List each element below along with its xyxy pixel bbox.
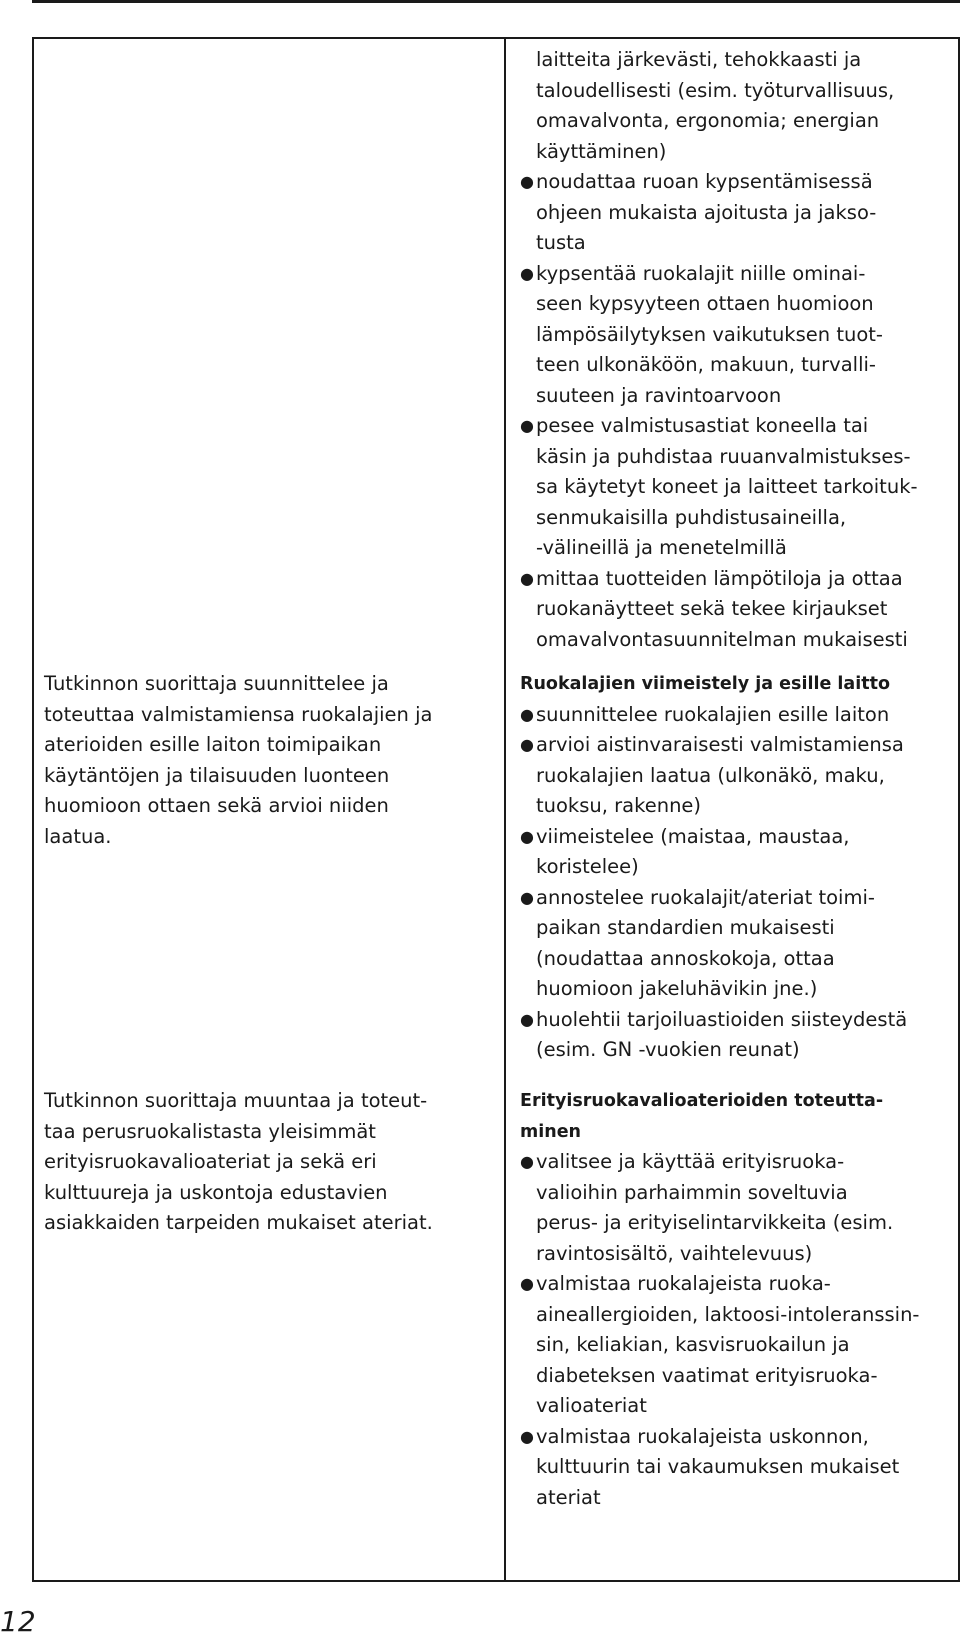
text-line: Tutkinnon suorittaja muuntaa ja toteut- [44, 1089, 428, 1112]
bullet-icon: ● [520, 1274, 534, 1293]
list-item [520, 167, 960, 259]
text-line: senmukaisilla puhdistusaineilla, [536, 505, 847, 529]
text-line: teen ulkonäköön, makuun, turvalli- [536, 353, 876, 376]
text-line: valmistaa ruokalajeista uskonnon, [536, 1424, 869, 1448]
text-line: diabeteksen vaatimat erityisruoka- [536, 1363, 878, 1387]
text-line: valitsee ja käyttää erityisruoka- [536, 1150, 845, 1173]
text-line: kulttuurin tai vakaumuksen mukaiset [536, 1455, 900, 1478]
text-line: noudattaa ruoan kypsentämisessä [536, 170, 873, 193]
text-line: erityisruokavalioateriat ja sekä eri [44, 1150, 377, 1173]
text-line: viimeistelee (maistaa, maustaa, [536, 824, 850, 848]
text-line: tusta [536, 231, 586, 254]
text-line: pesee valmistusastiat koneella tai [536, 414, 869, 437]
text-line: -välineillä ja menetelmillä [536, 536, 787, 559]
text-line: kypsentää ruokalajit niille ominai- [536, 261, 866, 285]
list-item [520, 259, 960, 412]
text-line: asiakkaiden tarpeiden mukaiset ateriat. [44, 1211, 433, 1234]
text-line: aterioiden esille laiton toimipaikan [44, 733, 382, 756]
text-line: laatua. [44, 824, 112, 848]
top-rule [32, 0, 960, 3]
text-line: käyttäminen) [536, 139, 667, 163]
text-line: ohjeen mukaista ajoitusta ja jakso- [536, 200, 877, 224]
text-line: taa perusruokalistasta yleisimmät [44, 1119, 376, 1143]
bullet-icon: ● [520, 826, 534, 846]
text-line: huolehtii tarjoiluastioiden siisteydestä [536, 1007, 908, 1031]
right-section-cooking [520, 45, 960, 655]
text-line: annostelee ruokalajit/ateriat toimi- [536, 885, 875, 909]
text-line: taloudellisesti (esim. työturvallisuus, [536, 78, 895, 102]
text-line: aineallergioiden, laktoosi-intoleranssin- [536, 1302, 920, 1326]
text-line: huomioon jakeluhävikin jne.) [536, 977, 818, 1000]
text-line: mittaa tuotteiden lämpötiloja ja ottaa [536, 566, 903, 590]
section-heading: Ruokalajien viimeistely ja esille laitto [520, 674, 890, 694]
text-line: käytäntöjen ja tilaisuuden luonteen [44, 763, 390, 787]
bullet-icon: ● [520, 1009, 534, 1029]
text-line: paikan standardien mukaisesti [536, 916, 835, 939]
text-line: ruokanäytteet sekä tekee kirjaukset [536, 597, 888, 620]
list-item [520, 1005, 960, 1066]
list-item [520, 564, 960, 656]
text-line: Tutkinnon suorittaja suunnittelee ja [44, 672, 389, 695]
text-line: suuteen ja ravintoarvoon [536, 383, 782, 407]
text-line: kulttuureja ja uskontoja edustavien [44, 1180, 388, 1204]
text-line: valioihin parhaimmin soveltuvia [536, 1180, 848, 1204]
text-line: ravintosisältö, vaihtelevuus) [536, 1241, 813, 1265]
list-item [520, 1147, 960, 1269]
text-line: valmistaa ruokalajeista ruoka- [536, 1272, 831, 1295]
text-line: (esim. GN -vuokien reunat) [536, 1038, 800, 1061]
bullet-icon: ● [520, 416, 534, 435]
text-line: ruokalajien laatua (ulkonäkö, maku, [536, 763, 885, 787]
text-line: lämpösäilytyksen vaikutuksen tuot- [536, 322, 883, 346]
list-item [520, 730, 960, 822]
section-heading-continued: minen [520, 1121, 582, 1142]
text-line: huomioon ottaen sekä arvioi niiden [44, 794, 389, 817]
left-paragraph-special-diets [44, 1086, 484, 1239]
text-line: seen kypsyyteen ottaen huomioon [536, 292, 874, 315]
bullet-icon: ● [520, 704, 534, 724]
text-line: omavalvonta, ergonomia; energian [536, 109, 880, 132]
text-line: ateriat [536, 1485, 601, 1509]
text-line: tuoksu, rakenne) [536, 794, 702, 817]
text-line: arvioi aistinvaraisesti valmistamiensa [536, 733, 904, 756]
page-number: 12 [0, 1605, 36, 1638]
list-item [520, 411, 960, 564]
bullet-icon: ● [520, 1152, 534, 1171]
column-divider [504, 39, 506, 1580]
text-line: laitteita järkevästi, tehokkaasti ja [536, 48, 862, 71]
list-item [520, 700, 960, 731]
bullet-icon: ● [520, 1426, 534, 1446]
right-section-special-diets [520, 1086, 960, 1513]
bullet-icon: ● [520, 735, 534, 754]
text-line: koristelee) [536, 855, 639, 878]
text-line: sa käytetyt koneet ja laitteet tarkoituk- [536, 475, 918, 498]
list-item [520, 1269, 960, 1422]
bullet-icon: ● [520, 887, 534, 907]
section-heading: Erityisruokavalioaterioiden toteutta- [520, 1091, 884, 1111]
text-line: valioateriat [536, 1394, 647, 1417]
text-line: sin, keliakian, kasvisruokailun ja [536, 1333, 850, 1356]
list-item [520, 822, 960, 883]
bullet-icon: ● [520, 172, 534, 191]
text-line: omavalvontasuunnitelman mukaisesti [536, 627, 908, 651]
list-item [520, 883, 960, 1005]
text-line: suunnittelee ruokalajien esille laiton [536, 702, 890, 726]
text-line: käsin ja puhdistaa ruuanvalmistukses- [536, 444, 911, 468]
right-section-finishing [520, 669, 960, 1066]
bullet-icon: ● [520, 568, 534, 588]
text-line: toteuttaa valmistamiensa ruokalajien ja [44, 702, 433, 726]
text-line: perus- ja erityiselintarvikkeita (esim. [536, 1211, 894, 1234]
bullet-icon: ● [520, 263, 534, 283]
criteria-table [32, 37, 960, 1582]
left-paragraph-planning [44, 669, 484, 852]
list-item [520, 1422, 960, 1514]
text-line: (noudattaa annoskokoja, ottaa [536, 946, 835, 970]
